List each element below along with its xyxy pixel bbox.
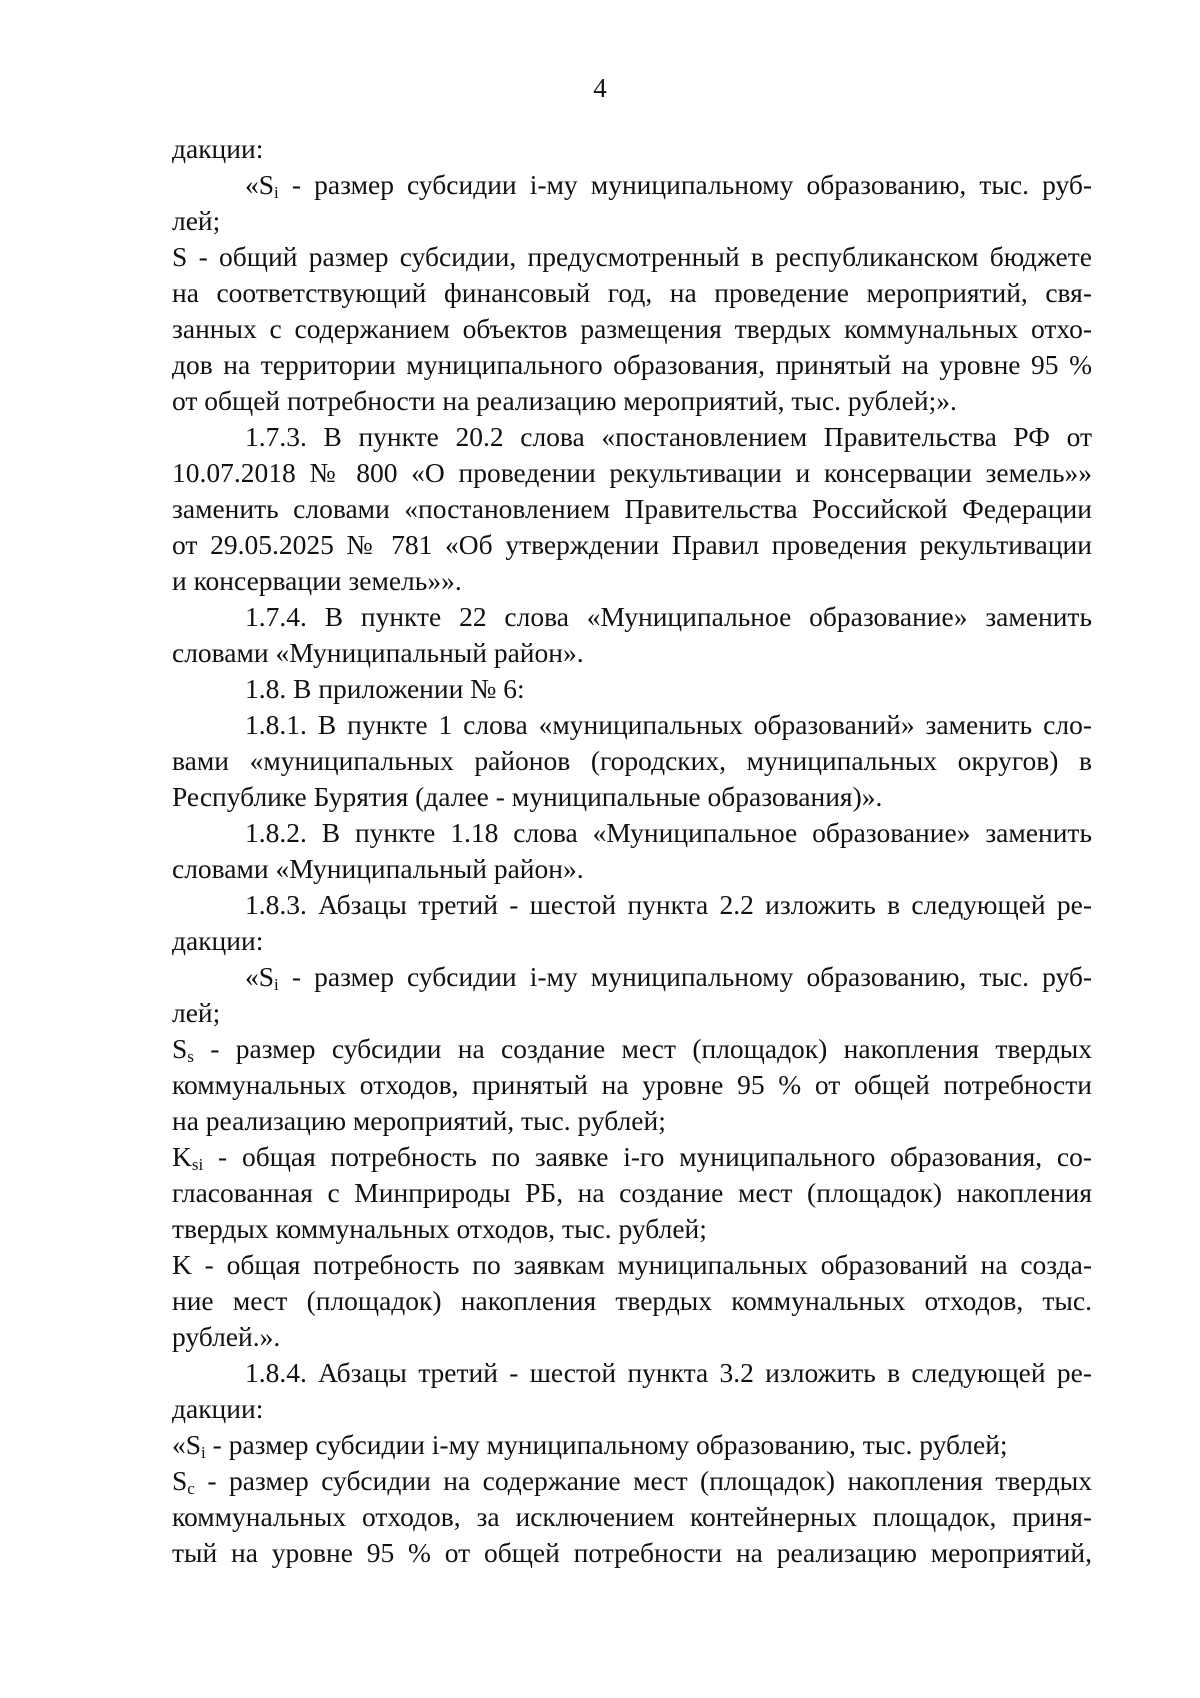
line-text: 1.8.3. Абзацы третий - шестой пункта 2.2 изложить в следующей ре- bbox=[245, 889, 1092, 920]
line-text: K bbox=[172, 1141, 192, 1172]
line-text: S - общий размер субсидии, предусмотренный в республиканском бюджете bbox=[172, 241, 1092, 272]
line-text: «S bbox=[245, 169, 275, 200]
subscript: c bbox=[187, 1478, 195, 1498]
line-text: дакции: bbox=[172, 925, 264, 956]
text-line bbox=[172, 1247, 1092, 1283]
line-text-rest: - размер субсидии на создание мест (площадок) накопления твердых bbox=[193, 1033, 1092, 1064]
text-line bbox=[172, 1103, 1092, 1139]
subscript: s bbox=[187, 1046, 194, 1066]
line-text: ние мест (площадок) накопления твердых коммунальных отходов, тыс. bbox=[172, 1285, 1092, 1316]
text-line bbox=[172, 419, 1092, 455]
line-text: S bbox=[172, 1465, 188, 1496]
line-text: гласованная с Минприроды РБ, на создание мест (площадок) накопления bbox=[172, 1177, 1092, 1208]
text-line bbox=[172, 1139, 1092, 1175]
text-line bbox=[172, 743, 1092, 779]
line-text: «S bbox=[245, 961, 275, 992]
line-text-rest: - размер субсидии на содержание мест (площадок) накопления твердых bbox=[194, 1465, 1092, 1496]
text-line bbox=[172, 239, 1092, 275]
line-text: 1.8.2. В пункте 1.18 слова «Муниципальное образование» заменить bbox=[245, 817, 1092, 848]
line-text-rest: - размер субсидии i-му муниципальному образованию, тыс. руб- bbox=[278, 169, 1092, 200]
text-line bbox=[172, 455, 1092, 491]
text-line bbox=[172, 1319, 1092, 1355]
line-text-rest: - размер субсидии i-му муниципальному образованию, тыс. рублей; bbox=[205, 1429, 1008, 1460]
text-line bbox=[172, 383, 1092, 419]
line-text: от 29.05.2025 № 781 «Об утверждении Правил проведения рекультивации bbox=[172, 529, 1092, 560]
line-text: лей; bbox=[172, 205, 221, 236]
text-line bbox=[172, 311, 1092, 347]
line-text: 10.07.2018 № 800 «О проведении рекультивации и консервации земель»» bbox=[172, 457, 1092, 488]
text-line bbox=[172, 1535, 1092, 1571]
text-line bbox=[172, 1499, 1092, 1535]
line-text: 1.8.1. В пункте 1 слова «муниципальных образований» заменить сло- bbox=[245, 709, 1092, 740]
line-text: занных с содержанием объектов размещения твердых коммунальных отхо- bbox=[172, 313, 1092, 344]
line-text: дов на территории муниципального образования, принятый на уровне 95 % bbox=[172, 349, 1092, 380]
text-line bbox=[172, 815, 1092, 851]
subscript: i bbox=[274, 974, 279, 994]
text-line bbox=[172, 959, 1092, 995]
page-number: 4 bbox=[593, 73, 607, 103]
line-text: на реализацию мероприятий, тыс. рублей; bbox=[172, 1105, 666, 1136]
text-line bbox=[172, 1283, 1092, 1319]
line-text: коммунальных отходов, принятый на уровне 95 % от общей потребности bbox=[172, 1069, 1092, 1100]
line-text: коммунальных отходов, за исключением контейнерных площадок, приня- bbox=[172, 1501, 1092, 1532]
line-text: твердых коммунальных отходов, тыс. рублей; bbox=[172, 1213, 707, 1244]
line-text: Республике Бурятия (далее - муниципальные образования)». bbox=[172, 781, 883, 812]
text-line bbox=[172, 1175, 1092, 1211]
text-line bbox=[172, 1427, 1092, 1463]
text-line bbox=[172, 131, 1092, 167]
text-line bbox=[172, 1067, 1092, 1103]
line-text: 1.7.3. В пункте 20.2 слова «постановлением Правительства РФ от bbox=[245, 421, 1092, 452]
text-line bbox=[172, 779, 1092, 815]
text-line bbox=[172, 1355, 1092, 1391]
text-line bbox=[172, 707, 1092, 743]
line-text: вами «муниципальных районов (городских, муниципальных округов) в bbox=[172, 745, 1092, 776]
line-text: словами «Муниципальный район». bbox=[172, 853, 584, 884]
line-text-rest: - общая потребность по заявке i-го муниципального образования, со- bbox=[203, 1141, 1092, 1172]
text-line bbox=[172, 203, 1092, 239]
line-text: рублей.». bbox=[172, 1321, 281, 1352]
text-line bbox=[172, 167, 1092, 203]
text-line bbox=[172, 527, 1092, 563]
line-text: дакции: bbox=[172, 1393, 264, 1424]
document-body bbox=[172, 131, 1092, 1571]
line-text: K - общая потребность по заявкам муниципальных образований на созда- bbox=[172, 1249, 1092, 1280]
text-line bbox=[172, 1463, 1092, 1499]
text-line bbox=[172, 923, 1092, 959]
line-text: 1.8. В приложении № 6: bbox=[245, 673, 525, 704]
text-line bbox=[172, 671, 1092, 707]
line-text: 1.7.4. В пункте 22 слова «Муниципальное образование» заменить bbox=[245, 601, 1092, 632]
text-line bbox=[172, 1031, 1092, 1067]
line-text: 1.8.4. Абзацы третий - шестой пункта 3.2 изложить в следующей ре- bbox=[245, 1357, 1092, 1388]
text-line bbox=[172, 491, 1092, 527]
subscript: i bbox=[274, 182, 279, 202]
line-text-rest: - размер субсидии i-му муниципальному образованию, тыс. руб- bbox=[278, 961, 1092, 992]
line-text: «S bbox=[172, 1429, 202, 1460]
line-text: дакции: bbox=[172, 133, 264, 164]
line-text: от общей потребности на реализацию мероприятий, тыс. рублей;». bbox=[172, 385, 957, 416]
line-text: заменить словами «постановлением Правительства Российской Федерации bbox=[172, 493, 1092, 524]
text-line bbox=[172, 1391, 1092, 1427]
line-text: тый на уровне 95 % от общей потребности на реализацию мероприятий, bbox=[172, 1537, 1092, 1568]
line-text: S bbox=[172, 1033, 188, 1064]
text-line bbox=[172, 887, 1092, 923]
text-line bbox=[172, 1211, 1092, 1247]
line-text: лей; bbox=[172, 997, 221, 1028]
text-line bbox=[172, 635, 1092, 671]
subscript: i bbox=[201, 1442, 206, 1462]
line-text: словами «Муниципальный район». bbox=[172, 637, 584, 668]
text-line bbox=[172, 995, 1092, 1031]
text-line bbox=[172, 347, 1092, 383]
text-line bbox=[172, 599, 1092, 635]
line-text: и консервации земель»». bbox=[172, 565, 462, 596]
line-text: на соответствующий финансовый год, на проведение мероприятий, свя- bbox=[172, 277, 1092, 308]
text-line bbox=[172, 563, 1092, 599]
text-line bbox=[172, 851, 1092, 887]
text-line bbox=[172, 275, 1092, 311]
subscript: si bbox=[191, 1154, 204, 1174]
